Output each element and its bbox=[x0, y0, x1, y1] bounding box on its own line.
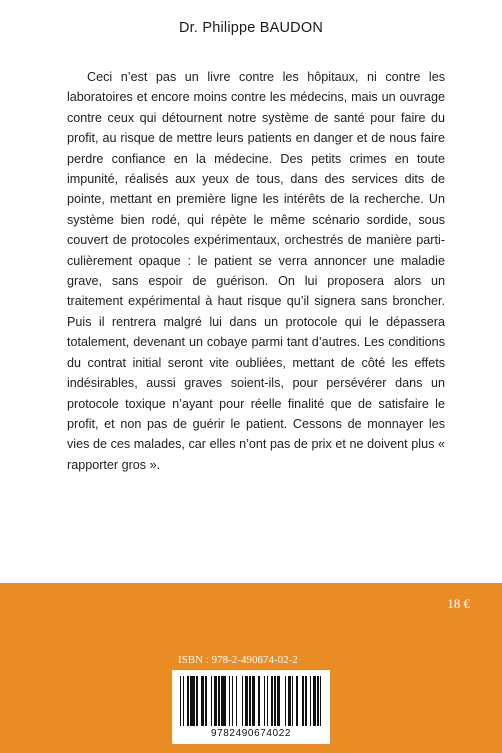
barcode bbox=[172, 670, 330, 744]
barcode-number: 9782490674022 bbox=[210, 728, 292, 739]
isbn-label: ISBN : 978-2-490674-02-2 bbox=[178, 654, 298, 666]
author-name: Dr. Philippe BAUDON bbox=[178, 20, 323, 36]
back-cover-blurb: Ceci n’est pas un livre contre les hôpitaux, ni contre les laboratoires et encore moins contre les médecins, mais un ouvrage contre ceux qui détournent notre système de santé pour faire du profit, au risque de mettre leurs patients en danger et de nous faire perdre confiance en la médecine. Des petits crimes en toute impunité, réalisés aux yeux de tous, dans des services dits de pointe, mettant en première ligne les intérêts de la recherche. Un système bien rodé, qui répète le même scénario sordide, sous couvert de protocoles expérimentaux, orchestrés de manière particulièrement opaque : le patient se verra annoncer une maladie grave, sans espoir de guérison. On lui proposera alors un traitement expérimental à haut risque qu’il signera sans broncher. Puis il rentrera malgré lui dans un protocole qui le dépassera totalement, devenant un cobaye parmi tant d’autres. Les conditions du contrat initial seront vite oubliées, mettant de côté les effets indésirables, aussi graves soient-ils, pour persévérer dans un protocole toxique n’ayant pour réelle finalité que de satisfaire le profit, et non pas de guérir le patient. Cessons de monnayer les vies de ces malades, car elles n’ont pas de prix et ne doivent plus « rapporter gros ». bbox=[67, 70, 445, 472]
barcode-bars-icon bbox=[180, 676, 322, 726]
price-label: 18 € bbox=[447, 596, 470, 611]
barcode-bar bbox=[320, 676, 321, 726]
